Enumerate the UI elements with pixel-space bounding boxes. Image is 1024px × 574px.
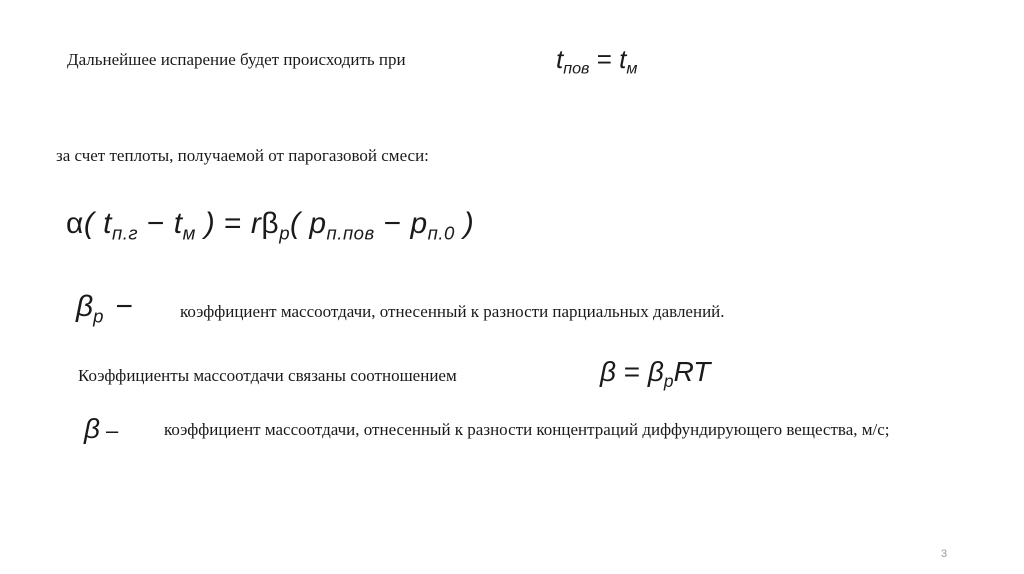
formula-sub: п.г <box>112 222 139 244</box>
formula-var: t <box>103 207 113 240</box>
text-relation-intro: Коэффициенты массоотдачи связаны соотношением <box>78 366 457 385</box>
formula-paren: ) <box>195 207 216 240</box>
formula-eq: = <box>215 207 251 240</box>
formula-var: t <box>173 207 183 240</box>
symbol-beta-p <box>76 290 134 327</box>
formula-beta: β <box>647 356 664 387</box>
formula-sub: пов <box>563 59 590 78</box>
page-number: 3 <box>941 548 948 560</box>
formula-alpha: α <box>66 207 84 240</box>
formula-var: p <box>309 207 327 240</box>
formula-sub: м <box>626 59 638 78</box>
formula-sub: p <box>663 371 674 392</box>
formula-dash: – <box>106 418 119 443</box>
text-heat-source: за счет теплоты, получаемой от парогазовой смеси: <box>56 146 429 165</box>
formula-sub: п.0 <box>427 222 455 244</box>
formula-beta: β <box>261 207 280 240</box>
formula-paren: ) <box>454 207 475 240</box>
formula-sub: п.пов <box>326 222 375 244</box>
formula-surface-temperature <box>556 44 638 78</box>
formula-sub: p <box>93 305 104 327</box>
formula-var: t <box>619 44 627 74</box>
formula-var: RT <box>673 356 711 387</box>
formula-minus: − <box>138 207 174 240</box>
formula-beta-relation <box>600 356 711 392</box>
formula-beta: β <box>600 356 616 387</box>
text-beta-p-definition: коэффициент массоотдачи, отнесенный к разности парциальных давлений. <box>180 302 725 321</box>
formula-minus: − <box>374 207 411 240</box>
text-beta-definition <box>124 420 994 440</box>
formula-sub: м <box>182 222 196 244</box>
formula-eq: = <box>616 356 648 387</box>
formula-beta: β <box>76 290 94 323</box>
formula-heat-balance <box>66 207 475 244</box>
formula-var: p <box>410 207 428 240</box>
formula-var: r <box>250 207 262 240</box>
formula-paren: ( <box>290 207 310 240</box>
formula-sub: p <box>279 222 291 244</box>
text-evaporation-condition: Дальнейшее испарение будет происходить при <box>67 50 406 69</box>
symbol-beta <box>84 413 118 445</box>
text-beta-definition-body: коэффициент массоотдачи, отнесенный к разности концентраций диффундирующего вещества, м/с; <box>164 420 890 439</box>
formula-beta: β <box>84 413 100 444</box>
formula-var: t <box>556 44 564 74</box>
formula-eq: = <box>589 44 620 74</box>
formula-dash: − <box>115 290 134 323</box>
formula-paren: ( <box>83 207 104 240</box>
